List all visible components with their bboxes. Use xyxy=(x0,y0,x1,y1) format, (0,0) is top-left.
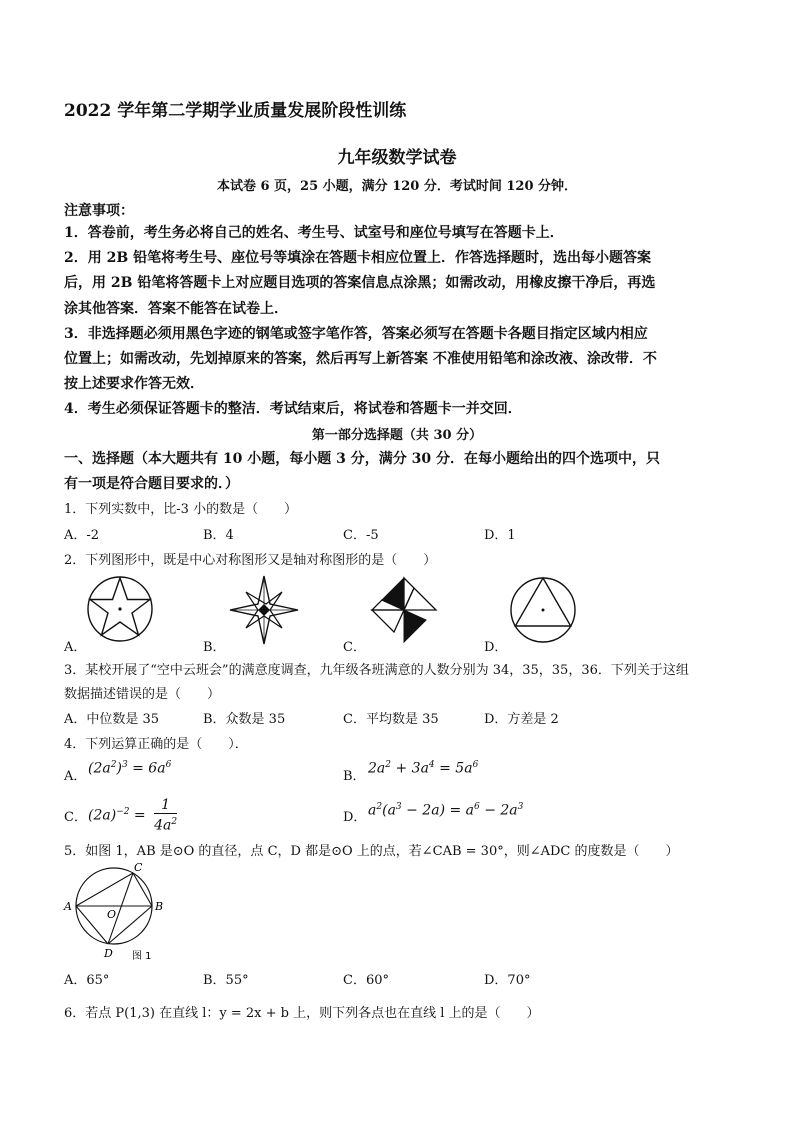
point-label-b: B xyxy=(155,900,164,913)
exam-info: 本试卷 6 页，25 小题，满分 120 分．考试时间 120 分钟． xyxy=(216,179,578,194)
question-3-option-d: D．方差是 2 xyxy=(484,712,559,727)
question-1-option-b: B．4 xyxy=(203,528,234,543)
note-2-line-3: 涂其他答案．答案不能答在试卷上． xyxy=(64,301,288,317)
question-5-option-c: C．60° xyxy=(343,973,389,988)
note-1: 1．答卷前，考生务必将自己的姓名、考生号、试室号和座位号填写在答题卡上． xyxy=(64,225,564,241)
question-1-stem: 1．下列实数中，比-3 小的数是（ ） xyxy=(64,502,298,517)
question-4-expression-b: $2a^2 + 3a^4 = 5a^6$ xyxy=(368,760,479,777)
notes-heading: 注意事项： xyxy=(64,203,134,219)
section-heading-line-1: 一、选择题（本大题共有 10 小题，每小题 3 分，满分 30 分．在每小题给出的四个选项中，只 xyxy=(64,451,660,467)
question-5-option-d: D．70° xyxy=(484,973,531,988)
note-2-line-1: 2．用 2B 铅笔将考生号、座位号等填涂在答题卡相应位置上．作答选择题时，选出每小题答案 xyxy=(64,250,652,266)
question-1-option-d: D．1 xyxy=(484,528,516,543)
exam-subtitle: 九年级数学试卷 xyxy=(337,148,457,168)
note-3-line-1: 3．非选择题必须用黑色字迹的钢笔或签字笔作答，答案必须写在答题卡各题目指定区域内相应 xyxy=(64,326,648,342)
figure-pinwheel xyxy=(368,576,440,644)
question-4-expression-a: $(2a^2)^3 = 6a^6$ xyxy=(88,760,172,777)
figure-1-caption: 图 1 xyxy=(132,951,152,962)
figure-compass-star xyxy=(228,574,300,646)
point-label-o: O xyxy=(107,908,117,921)
note-2-line-2: 后，用 2B 铅笔将答题卡上对应题目选项的答案信息点涂黑；如需改动，用橡皮擦干净后，再选 xyxy=(64,275,656,291)
question-2-option-c: C． xyxy=(343,640,366,655)
question-4-option-b: B． xyxy=(343,769,366,784)
question-3-option-b: B．众数是 35 xyxy=(203,712,286,727)
question-2-option-d: D． xyxy=(484,640,508,655)
question-4-stem: 4．下列运算正确的是（ ）． xyxy=(64,737,248,752)
question-1-option-c: C．-5 xyxy=(343,528,379,543)
point-label-d: D xyxy=(104,947,113,960)
question-2-option-a: A． xyxy=(64,640,87,655)
point-label-a: A xyxy=(64,900,72,913)
question-4-expression-d: $a^2(a^3 - 2a) = a^6 - 2a^3$ xyxy=(368,802,524,819)
figure-triangle-in-circle xyxy=(509,576,577,644)
section-heading-line-2: 有一项是符合题目要求的．） xyxy=(64,476,239,492)
figure-star-in-circle xyxy=(85,575,155,643)
question-5-option-b: B．55° xyxy=(203,973,249,988)
question-4-option-a: A． xyxy=(64,769,87,784)
question-3-option-c: C．平均数是 35 xyxy=(343,712,439,727)
part1-heading: 第一部分选择题（共 30 分） xyxy=(311,428,483,443)
question-6-stem: 6．若点 P(1,3) 在直线 l：y = 2x + b 上，则下列各点也在直线 l 上的是（ ） xyxy=(64,1006,540,1021)
question-3-stem-line-2: 数据描述错误的是（ ） xyxy=(64,687,221,702)
question-5-stem: 5．如图 1，AB 是⊙O 的直径，点 C，D 都是⊙O 上的点，若∠CAB = 30°，则∠ADC 的度数是（ ） xyxy=(64,844,679,859)
question-1-option-a: A．-2 xyxy=(64,528,100,543)
figure-1-circle-diagram xyxy=(60,858,170,966)
question-3-stem-line-1: 3．某校开展了“空中云班会”的满意度调查，九年级各班满意的人数分别为 34，35，35，36．下列关于这组 xyxy=(64,663,689,678)
question-5-option-a: A．65° xyxy=(64,973,110,988)
question-3-option-a: A．中位数是 35 xyxy=(64,712,160,727)
question-4-expression-c: $(2a)^{-2}$ = $\frac{1}{4a^2}$ xyxy=(88,797,178,834)
question-2-option-b: B． xyxy=(203,640,226,655)
note-4: 4．考生必须保证答题卡的整洁．考试结束后，将试卷和答题卡一并交回． xyxy=(64,401,522,417)
point-label-c: C xyxy=(134,861,143,874)
note-3-line-3: 按上述要求作答无效． xyxy=(64,376,204,392)
question-4-option-c: C． xyxy=(64,810,87,825)
note-3-line-2: 位置上；如需改动，先划掉原来的答案，然后再写上新答案 不准使用铅笔和涂改液、涂改带．不 xyxy=(64,351,657,367)
question-4-option-d: D． xyxy=(343,810,367,825)
exam-title: 2022 学年第二学期学业质量发展阶段性训练 xyxy=(64,101,407,121)
question-2-stem: 2．下列图形中，既是中心对称图形又是轴对称图形的是（ ） xyxy=(64,553,437,568)
